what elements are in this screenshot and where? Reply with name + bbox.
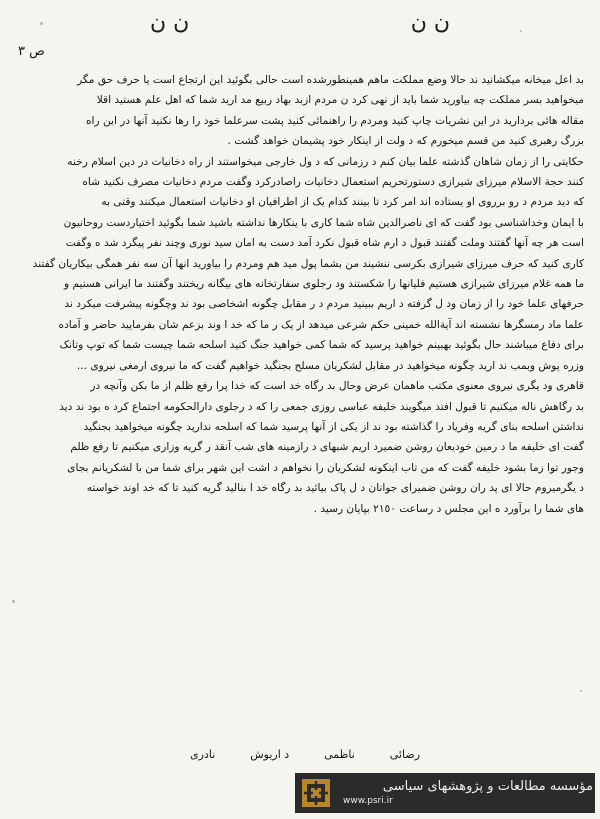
signature-name: نادری <box>190 748 216 761</box>
body-line: حرفهای علما خود را از زمان ود ل گرفته د اریم ببینید مردم د ر مقابل چگونه اشخاصی بود ند وچگونه پیشرفت میکرد ند <box>64 298 584 311</box>
body-line: بزرگ رهبری کنید من قسم میخورم که د ولت از اینکار خود پشیمان خواهد گشت . <box>227 135 584 148</box>
body-line: کنند حجة الاسلام میرزای شیرازی دستورتحریم استعمال دخانیات راصادرکرد وگفت مردم دخانیات مصرف نکنید شاه <box>82 176 584 189</box>
body-line: کاری کنید که حرف میرزای شیرازی بکرسی ننشیند من بشما پول مید هم ومردم را بیاورید انها آن سه نفر همگی بیکاریان گفتند <box>32 257 584 270</box>
body-line: بد اعل میخانه میکشانید ند حالا وضع مملکت ماهم همینطورشده است حالی بگوئید این ارتجاع است یا حرف حق مگر <box>77 74 584 86</box>
page-number: ص ٣ <box>18 44 45 59</box>
document-body <box>16 70 584 519</box>
body-line: نداشتن اسلحه بنای گریه وفریاد را گذاشته بود ند از یکی از آنها پرسید شما که اسلحه ندارید چگونه میخواهید بجنگید <box>83 420 584 433</box>
logo-knot-icon <box>299 776 333 810</box>
signature-name: د اریوش <box>250 748 290 761</box>
body-line: قاهری ود یگری نیروی معنوی مکتب ماهمان عرض وحال بد رگاه خد است که خدا پرا رفع ظلم از ما بکن وآنچه در <box>90 380 584 393</box>
body-line: د یگرمیروم حالا ای پد ران روشن ضمیرای جوانان د ل پاک بیائید بد رگاه خد ا بنالید گریه کنید تا که خد اوند خواسته <box>86 482 584 495</box>
body-line: برای دفاع میباشند حال بگوئید بهبینم خواهید پرسید که شما کمی خواهید جنگ کنید اسلحه شما چیست شما که توپ وتانک <box>59 339 584 352</box>
top-mark-left: ن ن <box>150 10 190 35</box>
body-line: ما همه غلام میرزای شیرازی هستیم فلیانها را شکستند ود رجلوی سفارتخانه های بیگانه ریختند وگفتند ما ایرانی هستیم و <box>64 278 584 291</box>
body-line: است هر چه آنها گفتند وملت گفتند قبول د ارم شاه قبول نکرد آمد دست به امان سید نوری وچند نفر پیگرد شد ه وگفت <box>65 237 584 250</box>
institute-watermark <box>295 773 595 813</box>
scan-speck <box>12 600 15 603</box>
body-line: وزره پوش وبمب ند ارید چگونه میخواهید در مقابل لشکریان مسلح بجنگید خواهیم گفت که ما نیروی ارمغی نیروی ... <box>76 359 584 372</box>
body-line: های شما را برآورد ه این مجلس د رساعت ٢١٥٠ بپایان رسید . <box>313 502 584 515</box>
body-line: بد رگاهش ناله میکنیم تا قبول افتد میگویند خلیفه عباسی روزی جمعی را که د رجلوی دارالحکومه اجتماع کرد ه بود ند دید <box>59 400 584 413</box>
top-mark-right: ن ن <box>410 10 450 35</box>
top-marks <box>150 10 450 35</box>
signature-row <box>190 748 420 761</box>
body-line: علما ماد رمسگرها نشسته اند آیةالله خمینی حکم شرعی میدهد از یک ر ما که خد ا وند بزعم شان بفرمایید حاضر و آماده <box>58 318 584 331</box>
body-line: گفت ای خلیفه ما د رمین خودیعان روشن ضمیرد اریم شبهای د رازمینه های شب آنقد ر گریه وزاری میکنیم تا رفع ظلم <box>70 441 584 454</box>
body-line: حکایتی را از زمان شاهان گذشته علما بیان کنم د رزمانی که د ول خارجی میخواستند از راه دخانیات در دین اسلام رخنه <box>67 155 584 168</box>
logo-title: مؤسسه مطالعات و پژوهشهای سیاسی <box>382 779 593 794</box>
logo-text-block <box>339 779 595 807</box>
body-line: وجور توا زما بشود خلیفه گفت که من تاب اینکونه لشکریان را نخواهم د اشت این شهر برای شما من با لشکریانم بجای <box>67 461 584 474</box>
scan-speck <box>40 22 43 25</box>
scan-speck <box>520 30 522 32</box>
signature-name: رضائی <box>389 748 420 761</box>
body-line: که دید مردم د رو برروی او یستاده اند امر کرد تا بینند کدام یک از اطرافیان او دخانیات استعمال میکنند وقتی به <box>101 196 584 209</box>
body-line: مقاله هائی بردارید در این نشریات چاپ کنید ومردم را راهنمائی کنید پشت سرعلما خود را رها نکنید آنها در این راه <box>85 114 584 127</box>
logo-url: www.psri.ir <box>343 796 393 806</box>
body-line: با ایمان وخداشناسی بود گفت که ای ناصرالدین شاه شما کاری با ینکارها نداشته باشید شما بگوئید اختیاردست روحانیون <box>63 216 584 229</box>
scan-speck <box>580 690 582 692</box>
body-line: میخواهید بسر مملکت چه بیاورید شما باید از نهی کرد ن مردم ازبد بهاد ربیع مد ارید شما که اهل علم هستید اقلا <box>96 94 584 107</box>
signature-name: ناظمی <box>324 748 355 761</box>
